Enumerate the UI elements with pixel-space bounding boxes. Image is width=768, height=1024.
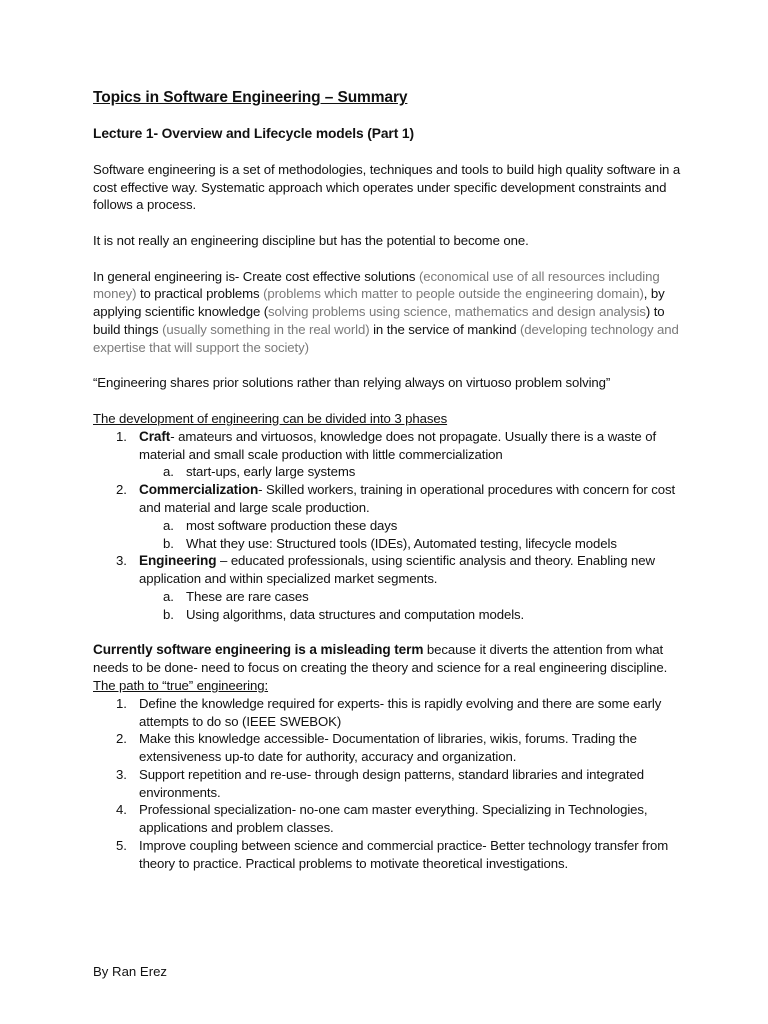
phase-text: - Skilled workers, training in operational procedures with concern for cost and material and large scale production. (139, 482, 676, 515)
path-text: Professional specialization- no-one cam master everything. Specializing in Technologies, applications and problem classes. (139, 802, 648, 836)
list-marker: b. (163, 535, 174, 551)
list-marker: a. (163, 464, 174, 480)
definition-note: (usually something in the real world) (162, 321, 370, 337)
misleading-paragraph (93, 641, 683, 677)
list-marker: 2. (116, 731, 127, 747)
path-text: Define the knowledge required for experts- this is rapidly evolving and there are some early attempts to do so (IEEE SWEBOK) (139, 695, 662, 729)
list-marker: 1. (116, 428, 127, 444)
misleading-bold: Currently software engineering is a misleading term (93, 642, 424, 658)
path-item (93, 695, 683, 731)
list-marker: a. (163, 517, 174, 533)
definition-text: , by applying scientific knowledge ( (93, 286, 665, 320)
path-item (93, 801, 683, 837)
phase-term: Craft (139, 428, 171, 444)
list-marker: 3. (116, 553, 127, 569)
path-item (93, 837, 683, 873)
phases-list (93, 428, 683, 624)
list-marker: 5. (116, 838, 127, 854)
intro-paragraph: Software engineering is a set of methodologies, techniques and tools to build high quality software in a cost effective way. Systematic approach which operates under specific development constraints and follows a process. (93, 161, 681, 213)
phase-item (93, 481, 683, 517)
path-text: Make this knowledge accessible- Documentation of libraries, wikis, forums. Trading the extensiveness up-to date for authority, accuracy and organization. (139, 731, 637, 765)
path-heading: The path to “true” engineering: (93, 677, 269, 693)
phase-subitem (93, 606, 683, 624)
definition-text: to practical problems (136, 286, 264, 302)
phase-item (93, 428, 683, 464)
phase-subitem (93, 588, 683, 606)
path-list (93, 695, 683, 873)
document-title: Topics in Software Engineering – Summary (93, 89, 408, 106)
list-marker: 4. (116, 802, 127, 818)
phases-heading: The development of engineering can be divided into 3 phases (93, 410, 448, 426)
definition-note: (economical use of all resources including money) (93, 268, 660, 302)
lecture-heading: Lecture 1- Overview and Lifecycle models (Part 1) (93, 126, 414, 141)
definition-text: in the service of mankind (369, 321, 520, 337)
definition-note: solving problems using science, mathematics and design analysis (268, 304, 646, 320)
phase-subitem (93, 535, 683, 553)
list-marker: 1. (116, 695, 127, 711)
document-body (93, 88, 683, 873)
subitem-text: What they use: Structured tools (IDEs), Automated testing, lifecycle models (186, 535, 617, 551)
phase-subitem (93, 517, 683, 535)
list-marker: b. (163, 606, 174, 622)
subitem-text: These are rare cases (186, 588, 309, 604)
definition-text: In general engineering is- Create cost effective solutions (93, 268, 419, 284)
list-marker: a. (163, 588, 174, 604)
footer-author: By Ran Erez (93, 964, 168, 979)
phase-text: - amateurs and virtuosos, knowledge does not propagate. Usually there is a waste of material and small scale production with little commercialization (139, 428, 657, 462)
subitem-text: start-ups, early large systems (186, 464, 356, 480)
phase-item (93, 552, 683, 588)
path-text: Support repetition and re-use- through design patterns, standard libraries and integrated environments. (139, 766, 645, 800)
subitem-text: most software production these days (186, 517, 398, 533)
discipline-paragraph: It is not really an engineering discipline but has the potential to become one. (93, 232, 529, 248)
phase-term: Engineering (139, 553, 217, 569)
quote-paragraph: “Engineering shares prior solutions rather than relying always on virtuoso problem solving” (93, 375, 611, 391)
phase-text: – educated professionals, using scientific analysis and theory. Enabling new application and within specialized market segments. (139, 553, 655, 587)
list-marker: 2. (116, 482, 127, 498)
definition-note: (problems which matter to people outside the engineering domain) (263, 286, 644, 302)
definition-note: (developing technology and expertise that will support the society) (93, 321, 679, 355)
path-item (93, 730, 683, 766)
phase-subitem (93, 463, 683, 481)
definition-text: ) to build things (93, 304, 665, 337)
definition-paragraph (93, 268, 683, 357)
path-item (93, 766, 683, 802)
list-marker: 3. (116, 766, 127, 782)
misleading-text: because it diverts the attention from what needs to be done- need to focus on creating the theory and science for a real engineering discipline. (93, 642, 668, 676)
phase-term: Commercialization (139, 482, 259, 498)
path-text: Improve coupling between science and commercial practice- Better technology transfer from theory to practice. Practical problems to motivate theoretical investigations. (139, 838, 669, 871)
subitem-text: Using algorithms, data structures and computation models. (186, 606, 525, 622)
